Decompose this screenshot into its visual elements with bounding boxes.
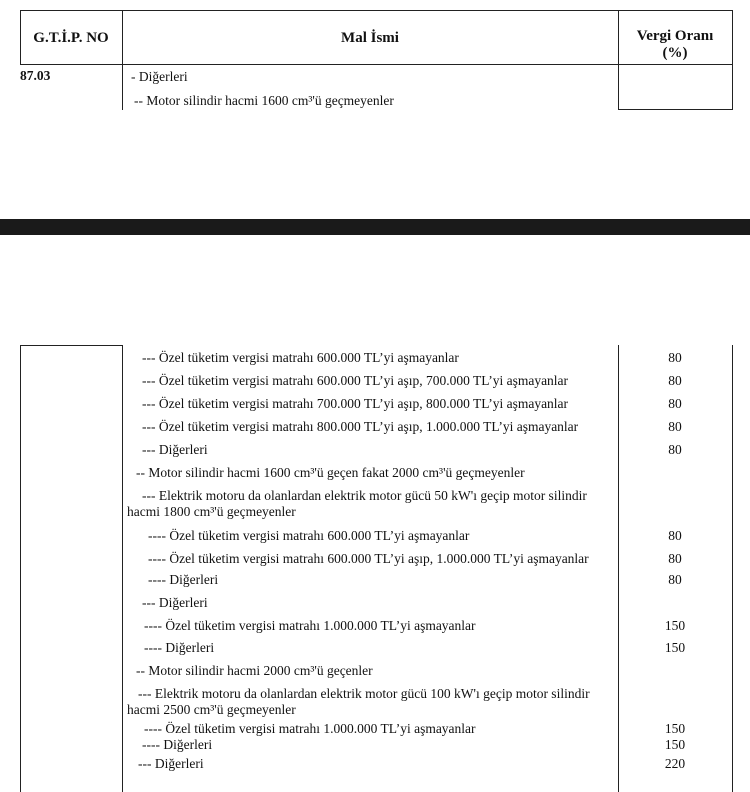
- gtip-code: 87.03: [20, 68, 51, 83]
- row-desc: --- Diğerleri: [142, 442, 208, 457]
- row-desc: ---- Özel tüketim vergisi matrahı 600.000 TL’yi aşıp, 1.000.000 TL’yi aşmayanlar: [148, 551, 589, 566]
- row-desc: --- Elektrik motoru da olanlardan elektrik motor gücü 50 kW'ı geçip motor silindir: [142, 488, 587, 503]
- row-rate: 80: [668, 419, 682, 434]
- row-desc: ---- Diğerleri: [142, 737, 213, 752]
- page-break-band: [0, 219, 750, 235]
- row-rate: 80: [668, 572, 682, 587]
- col2-border-right: [732, 345, 733, 792]
- row-desc: ---- Özel tüketim vergisi matrahı 1.000.000 TL’yi aşmayanlar: [144, 721, 476, 736]
- row-desc-cont: hacmi 2500 cm³'ü geçmeyenler: [127, 702, 296, 717]
- col2-border-left: [20, 345, 21, 792]
- table2-top-border: [20, 345, 123, 346]
- top-line-2: -- Motor silindir hacmi 1600 cm³'ü geçmeyenler: [134, 93, 394, 108]
- row-desc: ---- Özel tüketim vergisi matrahı 600.000 TL’yi aşmayanlar: [148, 528, 470, 543]
- row-rate: 150: [664, 721, 686, 736]
- row-rate: 80: [668, 350, 682, 365]
- header-rate: Vergi Oranı (%): [636, 28, 714, 61]
- row-desc: --- Özel tüketim vergisi matrahı 700.000 TL’yi aşıp, 800.000 TL’yi aşmayanlar: [142, 396, 569, 411]
- row-desc: ---- Özel tüketim vergisi matrahı 1.000.000 TL’yi aşmayanlar: [144, 618, 476, 633]
- row-desc: --- Özel tüketim vergisi matrahı 800.000 TL’yi aşıp, 1.000.000 TL’yi aşmayanlar: [142, 419, 579, 434]
- row-desc: ---- Diğerleri: [148, 572, 219, 587]
- header-bottom-border: [20, 64, 733, 65]
- top-line-1: - Diğerleri: [131, 69, 188, 84]
- row-rate: 150: [664, 640, 686, 655]
- row-desc: -- Motor silindir hacmi 2000 cm³'ü geçenler: [136, 663, 373, 678]
- table-top-border: [20, 10, 733, 11]
- row-rate: 220: [664, 756, 686, 771]
- row-rate: 80: [668, 396, 682, 411]
- col2-border-gtip: [122, 345, 123, 792]
- row-desc: -- Motor silindir hacmi 1600 cm³'ü geçen fakat 2000 cm³'ü geçmeyenler: [136, 465, 525, 480]
- col-border-right: [732, 10, 733, 110]
- row-desc-cont: hacmi 1800 cm³'ü geçmeyenler: [127, 504, 296, 519]
- row-desc: --- Özel tüketim vergisi matrahı 600.000 TL’yi aşıp, 700.000 TL’yi aşmayanlar: [142, 373, 569, 388]
- row-rate: 150: [664, 618, 686, 633]
- row-rate: 80: [668, 442, 682, 457]
- col-border-gtip: [122, 10, 123, 110]
- header-gtip: G.T.İ.P. NO: [33, 30, 109, 46]
- row-rate: 150: [664, 737, 686, 752]
- row-rate: 80: [668, 373, 682, 388]
- row-rate: 80: [668, 551, 682, 566]
- row-desc: --- Özel tüketim vergisi matrahı 600.000 TL’yi aşmayanlar: [142, 350, 459, 365]
- row-desc: --- Elektrik motoru da olanlardan elektrik motor gücü 100 kW'ı geçip motor silindir: [138, 686, 590, 701]
- row-desc: --- Diğerleri: [138, 756, 204, 771]
- row-divider: [618, 109, 733, 110]
- row-desc: --- Diğerleri: [142, 595, 208, 610]
- header-name: Mal İsmi: [341, 30, 399, 46]
- row-rate: 80: [668, 528, 682, 543]
- row-desc: ---- Diğerleri: [144, 640, 215, 655]
